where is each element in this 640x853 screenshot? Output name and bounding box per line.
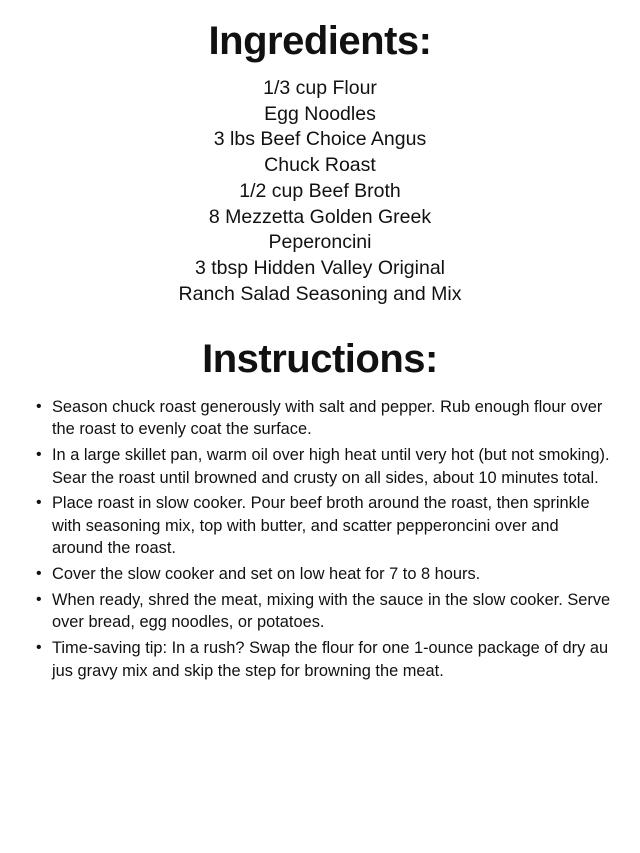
ingredients-list xyxy=(22,76,618,308)
list-item: Peperoncini xyxy=(268,231,372,254)
list-item: • Time-saving tip: In a rush? Swap the flour for one 1-ounce package of dry au jus gravy mix and skip the step for browning the meat. xyxy=(52,637,612,682)
list-item: • Season chuck roast generously with salt and pepper. Rub enough flour over the roast to evenly coat the surface. xyxy=(52,396,612,441)
list-item: 1/3 cup Flour xyxy=(263,77,377,99)
list-item: 3 tbsp Hidden Valley Original xyxy=(194,257,446,280)
list-item: • In a large skillet pan, warm oil over high heat until very hot (but not smoking). Sear the roast until browned and crusty on all sides, about 10 minutes total. xyxy=(52,444,612,489)
list-item: Chuck Roast xyxy=(264,154,376,177)
ingredients-heading: Ingredients: xyxy=(208,19,432,63)
list-item: • When ready, shred the meat, mixing with the sauce in the slow cooker. Serve over bread, egg noodles, or potatoes. xyxy=(52,589,612,634)
list-item: 1/2 cup Beef Broth xyxy=(239,179,401,202)
list-item: Ranch Salad Seasoning and Mix xyxy=(178,282,462,305)
list-item: • Cover the slow cooker and set on low heat for 7 to 8 hours. xyxy=(52,563,612,586)
instructions-list xyxy=(22,396,618,683)
list-item: • Place roast in slow cooker. Pour beef broth around the roast, then sprinkle with seasoning mix, top with butter, and scatter pepperoncini over and around the roast. xyxy=(52,492,612,560)
list-item: 3 lbs Beef Choice Angus xyxy=(213,128,427,151)
list-item: 8 Mezzetta Golden Greek xyxy=(208,205,432,228)
list-item: Egg Noodles xyxy=(264,102,376,125)
instructions-heading: Instructions: xyxy=(202,336,438,381)
